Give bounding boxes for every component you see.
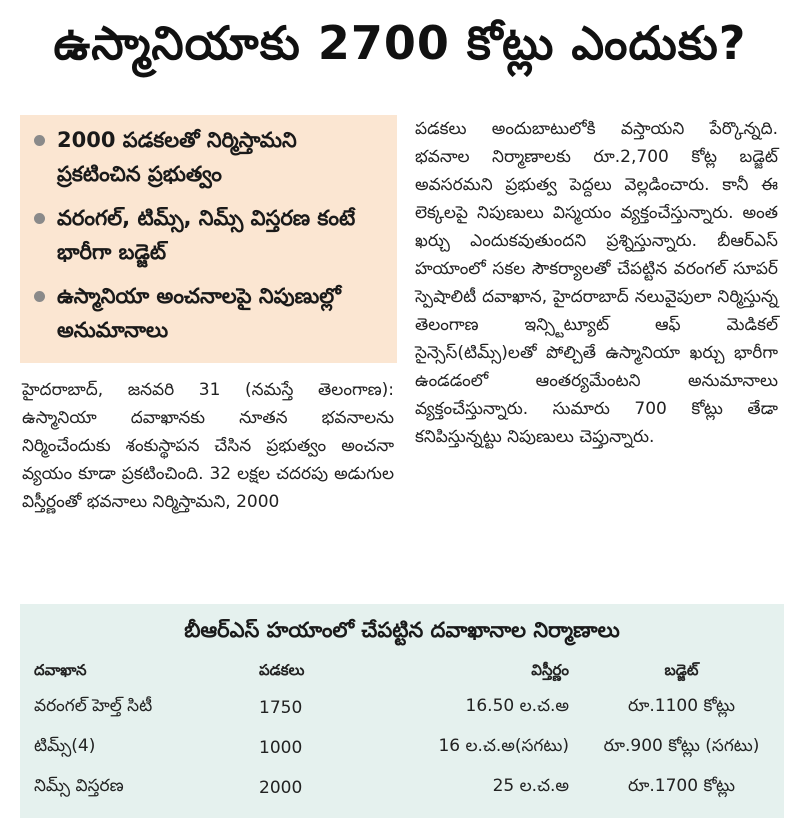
highlight-text: 2000 పడకలతో నిర్మిస్తామని ప్రకటించిన ప్రభుత్వం <box>57 128 297 186</box>
column-header: విస్తీర్ణం <box>531 661 569 679</box>
highlight-item <box>32 201 387 269</box>
table-row <box>20 688 784 728</box>
column-header: పడకలు <box>259 661 305 679</box>
table-cell: 16.50 ల.చ.అ <box>465 696 569 716</box>
body-paragraph: పడకలు అందుబాటులోకి వస్తాయని పేర్కొన్నది. భవనాల నిర్మాణాలకు రూ.2,700 కోట్ల బడ్జెట్ అవసరమని ప్రభుత్వ పెద్దలు వెల్లడించారు. కానీ ఈ లెక్కలపై నిపుణులు విస్మయం వ్యక్తంచేస్తున్నారు. అంత ఖర్చు ఎందుకవుతుందని ప్రశ్నిస్తున్నారు. బీఆర్ఎస్ హయాంలో సకల సౌకర్యాలతో చేపట్టిన వరంగల్ సూపర్ స్పెషాలిటీ దవాఖాన, హైదరాబాద్ నలువైపులా నిర్మిస్తున్న తెలంగాణ ఇన్స్టిట్యూట్ ఆఫ్ మెడికల్ సైన్సెస్(టిమ్స్)లతో పోల్చితే ఉస్మానియా ఖర్చు భారీగా ఉండడంలో ఆంతర్యమేంటని అనుమానాలు వ్యక్తంచేస్తున్నారు. సుమారు 700 కోట్లు తేడా కనిపిస్తున్నట్టు నిపుణులు చెప్తున్నారు. <box>415 119 778 447</box>
hospitals-table <box>20 656 784 808</box>
table-cell: రూ.900 కోట్లు (సగటు) <box>603 736 760 756</box>
table-cell: నిమ్స్ విస్తరణ <box>34 776 124 796</box>
body-paragraph: హైదరాబాద్, జనవరి 31 (నమస్తే తెలంగాణ): ఉస్మానియా దవాఖానకు నూతన భవనాలను నిర్మించేందుకు శంకుస్థాపన చేసిన ప్రభుత్వం అంచనా వ్యయం కూడా ప్రకటించింది. 32 లక్షల చదరపు అడుగుల విస్తీర్ణంతో భవనాలు నిర్మిస్తామని, 2000 <box>22 380 394 512</box>
column-header: దవాఖాన <box>34 661 87 679</box>
highlights-box <box>20 115 397 363</box>
table-title: బీఆర్ఎస్ హయాంలో చేపట్టిన దవాఖానాల నిర్మాణాలు <box>184 618 620 642</box>
table-cell: 16 ల.చ.అ(సగటు) <box>438 736 569 756</box>
table-cell: రూ.1100 కోట్లు <box>627 696 736 716</box>
table-cell: 25 ల.చ.అ <box>492 776 569 796</box>
table-cell: వరంగల్ హెల్త్ సిటీ <box>34 696 153 716</box>
table-cell: 1750 <box>259 698 303 718</box>
table-row <box>20 728 784 768</box>
article-body-left <box>22 376 394 516</box>
table-row <box>20 768 784 808</box>
table-cell: టిమ్స్(4) <box>34 736 96 756</box>
highlight-text: ఉస్మానియా అంచనాలపై నిపుణుల్లో అనుమానాలు <box>57 284 341 342</box>
highlight-text: వరంగల్, టిమ్స్, నిమ్స్ విస్తరణ కంటే భారీగా బడ్జెట్ <box>57 206 356 264</box>
table-cell: 2000 <box>259 778 303 798</box>
table-cell: 1000 <box>259 738 303 758</box>
bullet-icon <box>34 291 45 302</box>
highlight-item <box>32 123 387 191</box>
bullet-icon <box>34 213 45 224</box>
hospitals-table-box <box>20 604 784 818</box>
table-cell: రూ.1700 కోట్లు <box>627 776 736 796</box>
highlight-item <box>32 279 387 347</box>
article-body-right <box>415 115 778 451</box>
table-header-row <box>20 656 784 688</box>
bullet-icon <box>34 135 45 146</box>
column-header: బడ్జెట్ <box>664 661 699 679</box>
headline: ఉస్మానియాకు 2700 కోట్లు ఎందుకు? <box>53 16 747 70</box>
